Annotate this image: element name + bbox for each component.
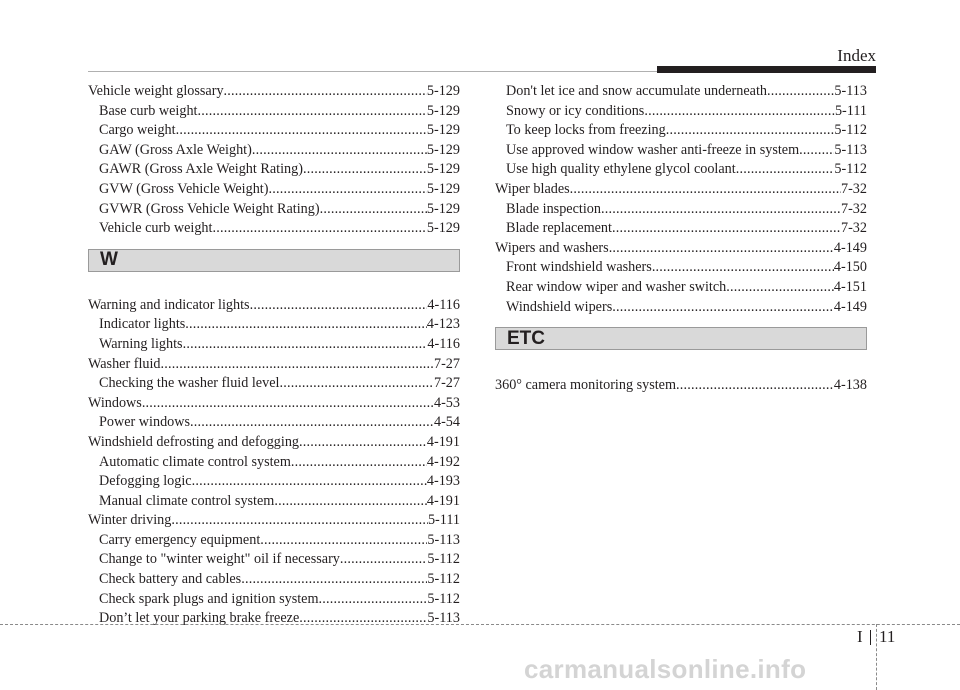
left-top-entries: [88, 82, 460, 239]
dot-leader: [676, 376, 834, 396]
entry-label: Check spark plugs and ignition system: [99, 590, 319, 607]
entry-label: Defogging logic: [99, 473, 192, 490]
footer-section-letter: I: [857, 627, 863, 646]
dot-leader: [185, 315, 427, 335]
index-subentry: [88, 413, 460, 433]
index-subentry: [88, 141, 460, 161]
entry-label: Vehicle curb weight: [99, 220, 213, 237]
section-etc-entries: [495, 376, 867, 396]
section-w-entries: [88, 296, 460, 629]
dot-leader: [274, 492, 427, 512]
index-subentry: [88, 219, 460, 239]
index-subentry: [495, 121, 867, 141]
watermark: carmanualsonline.info: [524, 654, 807, 684]
entry-page-ref: 5-129: [426, 220, 460, 237]
header-rule: [657, 66, 876, 73]
entry-label: Blade replacement: [506, 220, 612, 237]
dot-leader: [340, 550, 428, 570]
entry-page-ref: 5-129: [426, 141, 460, 158]
dot-leader: [183, 335, 428, 355]
index-entry: [88, 82, 460, 102]
dot-leader: [192, 472, 427, 492]
dot-leader: [142, 394, 434, 414]
entry-label: Check battery and cables: [99, 571, 242, 588]
dot-leader: [644, 102, 835, 122]
index-entry: [495, 180, 867, 200]
dot-leader: [252, 141, 427, 161]
section-letter-etc: ETC: [507, 327, 545, 349]
entry-label: GVW (Gross Vehicle Weight): [99, 180, 269, 197]
entry-page-ref: 7-27: [433, 355, 460, 372]
entry-page-ref: 5-112: [427, 590, 460, 607]
entry-page-ref: 4-150: [833, 259, 867, 276]
entry-label: GVWR (Gross Vehicle Weight Rating): [99, 200, 320, 217]
entry-label: Manual climate control system: [99, 492, 275, 509]
dot-leader: [241, 570, 427, 590]
index-entry: [495, 239, 867, 259]
index-column-right: [495, 82, 867, 396]
entry-page-ref: 4-191: [426, 433, 460, 450]
entry-label: Use high quality ethylene glycol coolant: [506, 161, 736, 178]
entry-label: Warning lights: [99, 335, 183, 352]
dot-leader: [291, 453, 427, 473]
dot-leader: [612, 298, 834, 318]
dot-leader: [190, 413, 434, 433]
index-subentry: [88, 492, 460, 512]
index-subentry: [88, 102, 460, 122]
footer-separator: [870, 630, 871, 645]
entry-label: Change to "winter weight" oil if necessary: [99, 551, 340, 568]
right-top-entries: [495, 82, 867, 317]
dot-leader: [299, 609, 427, 629]
dot-leader: [652, 258, 834, 278]
dot-leader: [570, 180, 841, 200]
entry-label: Washer fluid: [88, 355, 161, 372]
entry-label: Wipers and washers: [495, 239, 609, 256]
entry-page-ref: 5-129: [426, 83, 460, 99]
entry-page-ref: 5-129: [426, 102, 460, 119]
index-subentry: [495, 141, 867, 161]
index-subentry: [88, 609, 460, 629]
entry-label: Automatic climate control system: [99, 453, 291, 470]
dot-leader: [666, 121, 835, 141]
index-subentry: [88, 335, 460, 355]
dot-leader: [601, 200, 841, 220]
entry-label: Wiper blades: [495, 180, 570, 197]
dot-leader: [609, 239, 834, 259]
dot-leader: [279, 374, 434, 394]
dot-leader: [726, 278, 834, 298]
entry-page-ref: 4-149: [833, 239, 867, 256]
entry-label: Use approved window washer anti-freeze in system: [506, 141, 800, 158]
entry-label: Power windows: [99, 414, 191, 431]
entry-page-ref: 4-191: [426, 492, 460, 509]
dot-leader: [320, 200, 427, 220]
dot-leader: [212, 219, 426, 239]
section-letter-w: W: [100, 249, 118, 271]
entry-page-ref: 7-32: [840, 220, 867, 237]
page-title: Index: [837, 46, 876, 65]
entry-label: GAW (Gross Axle Weight): [99, 141, 252, 158]
index-entry: [88, 296, 460, 316]
entry-page-ref: 4-192: [426, 453, 460, 470]
entry-page-ref: 5-129: [426, 122, 460, 139]
entry-label: Windshield wipers: [506, 298, 613, 315]
entry-label: 360° camera monitoring system: [495, 377, 677, 394]
dot-leader: [268, 180, 426, 200]
page-number: 11: [879, 627, 896, 646]
dot-leader: [224, 82, 427, 102]
index-entry: [88, 355, 460, 375]
entry-page-ref: 5-129: [426, 180, 460, 197]
dot-leader: [736, 160, 835, 180]
entry-page-ref: 4-54: [433, 414, 460, 431]
dot-leader: [171, 511, 428, 531]
entry-page-ref: 7-32: [840, 200, 867, 217]
index-column-left: [88, 82, 460, 629]
dot-leader: [176, 121, 427, 141]
section-header-w: [88, 249, 460, 272]
dot-leader: [250, 296, 428, 316]
header-divider: [88, 71, 658, 72]
entry-label: Carry emergency equipment: [99, 531, 261, 548]
index-subentry: [88, 550, 460, 570]
dot-leader: [767, 82, 834, 102]
dot-leader: [319, 590, 428, 610]
entry-label: Base curb weight: [99, 102, 198, 119]
index-subentry: [88, 472, 460, 492]
footer-vertical-divider: [876, 624, 877, 690]
index-subentry: [88, 200, 460, 220]
entry-label: Windows: [88, 394, 142, 411]
index-subentry: [495, 298, 867, 318]
index-subentry: [495, 278, 867, 298]
entry-label: Blade inspection: [506, 200, 601, 217]
entry-label: Cargo weight: [99, 122, 176, 139]
entry-page-ref: 4-123: [426, 316, 460, 333]
index-subentry: [88, 180, 460, 200]
entry-page-ref: 4-116: [427, 296, 460, 313]
index-subentry: [88, 590, 460, 610]
footer-divider: [0, 624, 960, 625]
entry-label: Indicator lights: [99, 316, 186, 333]
index-subentry: [88, 531, 460, 551]
index-subentry: [495, 102, 867, 122]
dot-leader: [299, 433, 427, 453]
entry-label: Snowy or icy conditions: [506, 102, 645, 119]
entry-page-ref: 5-113: [427, 610, 460, 627]
entry-page-ref: 4-53: [433, 394, 460, 411]
entry-label: Checking the washer fluid level: [99, 375, 280, 392]
entry-label: Don’t let your parking brake freeze: [99, 610, 300, 627]
dot-leader: [161, 355, 434, 375]
entry-page-ref: 5-129: [426, 200, 460, 217]
index-subentry: [495, 200, 867, 220]
entry-page-ref: 4-193: [426, 473, 460, 490]
entry-page-ref: 5-129: [426, 161, 460, 178]
entry-label: To keep locks from freezing: [506, 122, 666, 139]
index-subentry: [88, 121, 460, 141]
index-subentry: [88, 453, 460, 473]
entry-page-ref: 5-113: [427, 531, 460, 548]
index-subentry: [88, 315, 460, 335]
entry-label: Vehicle weight glossary: [88, 83, 224, 99]
entry-label: Rear window wiper and washer switch: [506, 278, 727, 295]
entry-label: Front windshield washers: [506, 259, 652, 276]
entry-page-ref: 5-111: [834, 102, 867, 119]
index-entry: [88, 394, 460, 414]
dot-leader: [799, 141, 834, 161]
index-entry: [495, 376, 867, 396]
index-subentry: [495, 82, 867, 102]
index-subentry: [88, 570, 460, 590]
entry-page-ref: 7-27: [433, 375, 460, 392]
entry-page-ref: 5-113: [834, 141, 867, 158]
entry-page-ref: 5-112: [427, 571, 460, 588]
entry-label: Warning and indicator lights: [88, 296, 250, 313]
dot-leader: [260, 531, 427, 551]
entry-label: GAWR (Gross Axle Weight Rating): [99, 161, 303, 178]
section-header-etc: [495, 327, 867, 350]
entry-page-ref: 5-111: [427, 512, 460, 529]
entry-page-ref: 5-112: [834, 122, 867, 139]
index-subentry: [495, 160, 867, 180]
dot-leader: [198, 102, 427, 122]
entry-page-ref: 4-116: [427, 335, 460, 352]
entry-page-ref: 7-32: [840, 180, 867, 197]
entry-page-ref: 4-151: [833, 278, 867, 295]
entry-label: Don't let ice and snow accumulate underneath: [506, 83, 767, 99]
index-entry: [88, 433, 460, 453]
entry-page-ref: 4-149: [833, 298, 867, 315]
index-subentry: [495, 258, 867, 278]
index-entry: [88, 511, 460, 531]
index-subentry: [495, 219, 867, 239]
dot-leader: [303, 160, 427, 180]
entry-page-ref: 5-113: [834, 83, 867, 99]
index-subentry: [88, 374, 460, 394]
index-subentry: [88, 160, 460, 180]
entry-page-ref: 5-112: [427, 551, 460, 568]
entry-label: Windshield defrosting and defogging: [88, 433, 300, 450]
entry-label: Winter driving: [88, 512, 172, 529]
dot-leader: [612, 219, 841, 239]
entry-page-ref: 4-138: [833, 377, 867, 394]
entry-page-ref: 5-112: [834, 161, 867, 178]
